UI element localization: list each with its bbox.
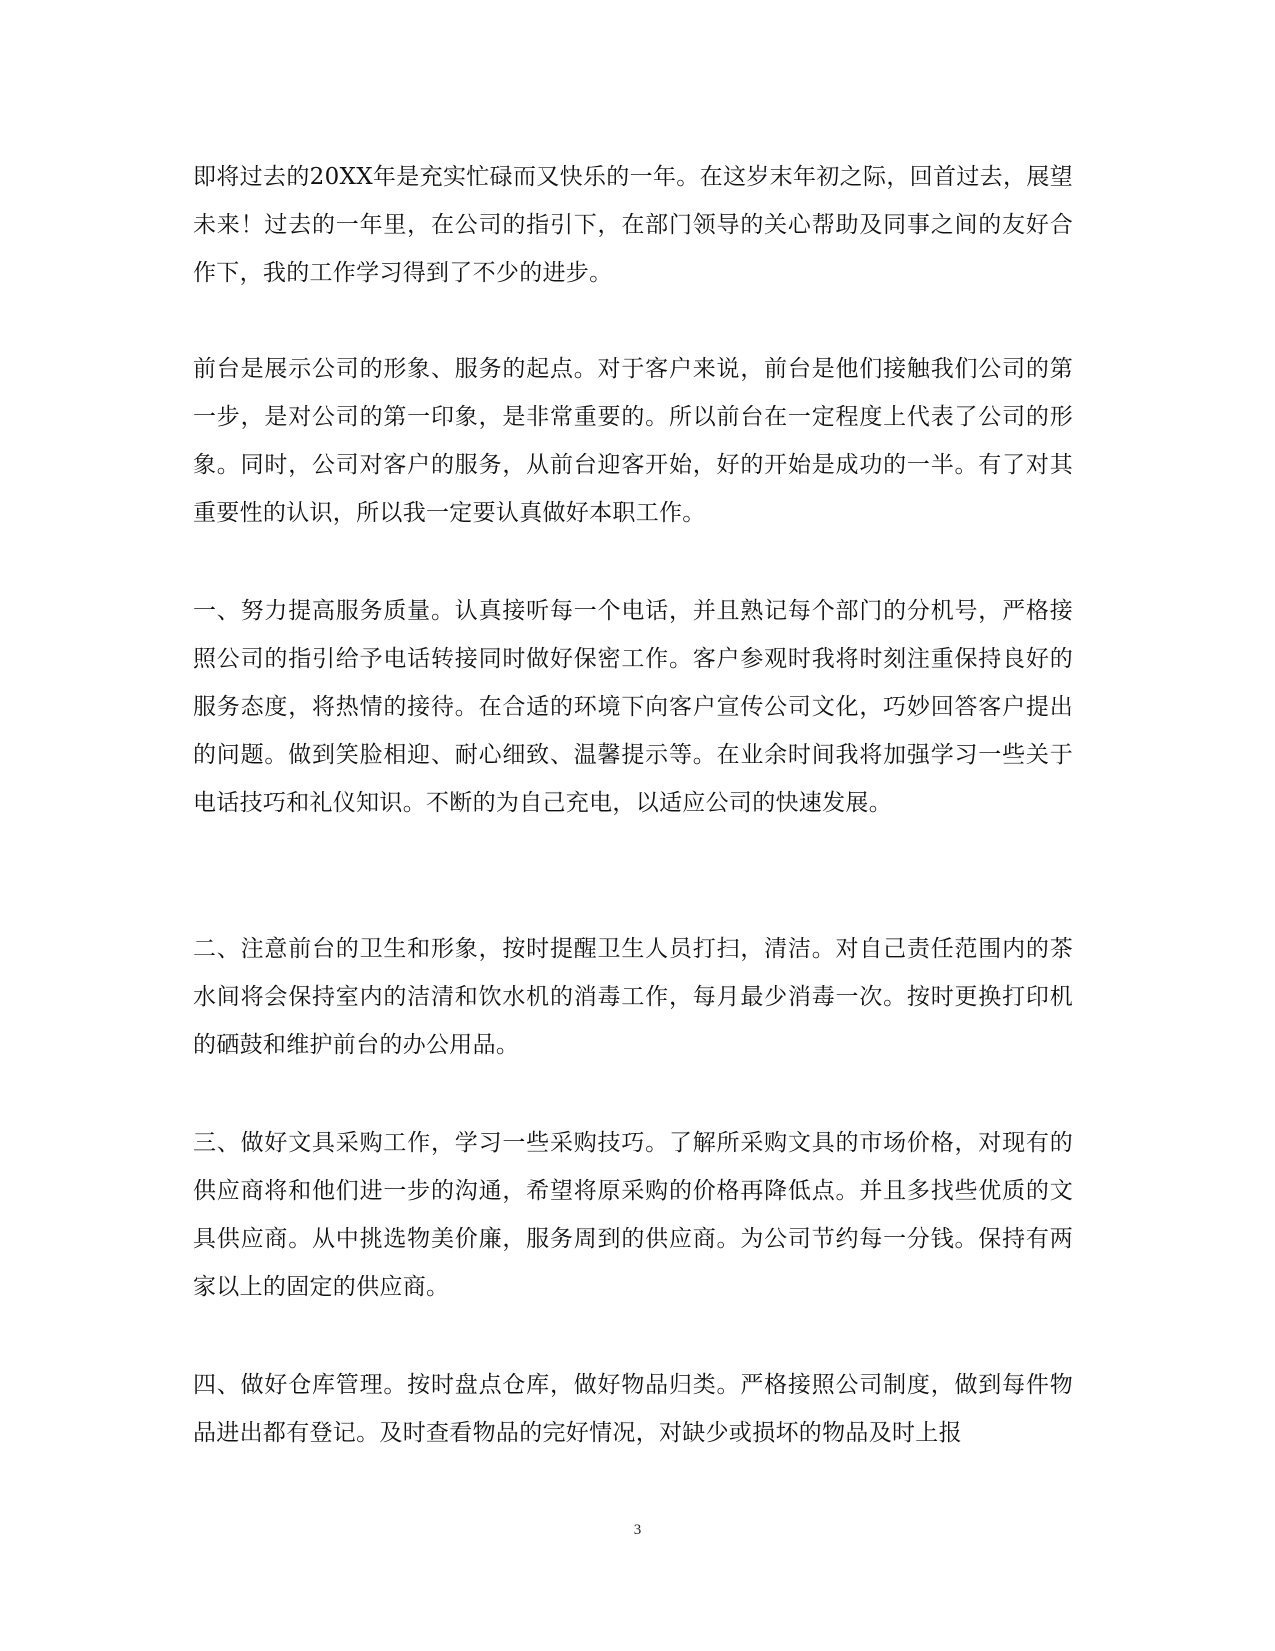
paragraph-intro: 即将过去的20XX年是充实忙碌而又快乐的一年。在这岁末年初之际，回首过去，展望未来！过去的一年里，在公司的指引下，在部门领导的关心帮助及同事之间的友好合作下，我的工作学习得到了不少的进步。 bbox=[193, 164, 1073, 286]
paragraph-service-quality: 一、努力提高服务质量。认真接听每一个电话，并且熟记每个部门的分机号，严格接照公司的指引给予电话转接同时做好保密工作。客户参观时我将时刻注重保持良好的服务态度，将热情的接待。在合适的环境下向客户宣传公司文化，巧妙回答客户提出的问题。做到笑脸相迎、耐心细致、温馨提示等。在业余时间我将加强学习一些关于电话技巧和礼仪知识。不断的为自己充电，以适应公司的快速发展。 bbox=[193, 598, 1073, 816]
paragraph-front-desk-role: 前台是展示公司的形象、服务的起点。对于客户来说，前台是他们接触我们公司的第一步，是对公司的第一印象，是非常重要的。所以前台在一定程度上代表了公司的形象。同时，公司对客户的服务，从前台迎客开始，好的开始是成功的一半。有了对其重要性的认识，所以我一定要认真做好本职工作。 bbox=[193, 356, 1073, 526]
paragraph-warehouse-management: 四、做好仓库管理。按时盘点仓库，做好物品归类。严格接照公司制度，做到每件物品进出都有登记。及时查看物品的完好情况，对缺少或损坏的物品及时上报 bbox=[193, 1372, 1073, 1446]
paragraph-hygiene-image: 二、注意前台的卫生和形象，按时提醒卫生人员打扫，清洁。对自己责任范围内的茶水间将会保持室内的洁清和饮水机的消毒工作，每月最少消毒一次。按时更换打印机的硒鼓和维护前台的办公用品。 bbox=[193, 936, 1073, 1058]
paragraph-stationery-purchasing: 三、做好文具采购工作，学习一些采购技巧。了解所采购文具的市场价格，对现有的供应商将和他们进一步的沟通，希望将原采购的价格再降低点。并且多找些优质的文具供应商。从中挑选物美价廉，服务周到的供应商。为公司节约每一分钱。保持有两家以上的固定的供应商。 bbox=[193, 1130, 1073, 1300]
page-number: 3 bbox=[633, 1522, 642, 1538]
